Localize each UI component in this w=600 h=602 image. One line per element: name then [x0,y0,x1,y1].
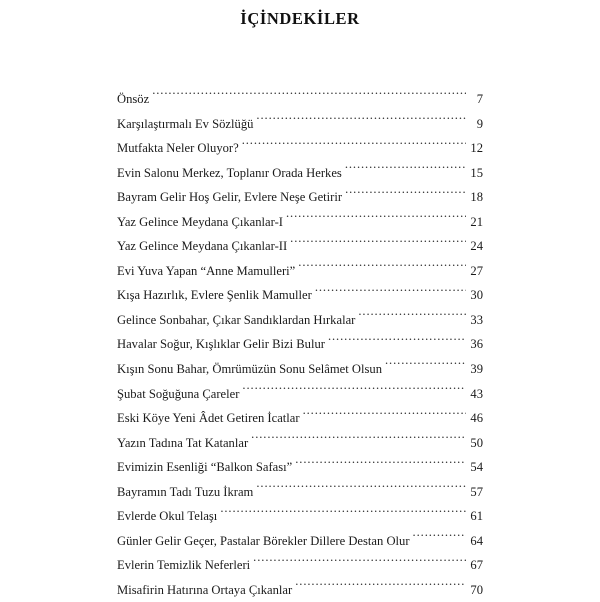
toc-entry-page-number: 67 [470,558,483,573]
dot-leader [256,483,466,496]
toc-entry-page-number: 39 [470,362,483,377]
toc-entry[interactable] [117,480,483,505]
toc-entry[interactable] [117,308,483,333]
toc-entry-title: Günler Gelir Geçer, Pastalar Börekler Dillere Destan Olur [117,533,410,548]
toc-entry-title: Eski Köye Yeni Âdet Getiren İcatlar [117,411,300,426]
dot-leader [152,90,466,103]
toc-entry-page-number: 36 [470,337,483,352]
toc-entry-page-number: 61 [470,509,483,524]
toc-entry[interactable] [117,406,483,431]
toc-entry-page-number: 12 [470,141,483,156]
toc-entry-title: Yaz Gelince Meydana Çıkanlar-I [117,214,283,229]
toc-entry[interactable] [117,431,483,456]
toc-entry-title: Evlerde Okul Telaşı [117,509,218,524]
toc-entry-title: Yaz Gelince Meydana Çıkanlar-II [117,239,288,254]
toc-entry[interactable] [117,112,483,137]
toc-entry[interactable] [117,259,483,284]
toc-entry[interactable] [117,382,483,407]
toc-entry-title: Evin Salonu Merkez, Toplanır Orada Herkes [117,165,342,180]
toc-entry-page-number: 43 [470,386,483,401]
toc-entry[interactable] [117,455,483,480]
dot-leader [253,557,466,570]
toc-entry[interactable] [117,185,483,210]
toc-entry[interactable] [117,357,483,382]
dot-leader [295,459,466,472]
dot-leader [345,189,466,202]
toc-entry-page-number: 57 [470,484,483,499]
dot-leader [328,336,466,349]
toc-entry[interactable] [117,136,483,161]
dot-leader [358,311,466,324]
dot-leader [303,410,466,423]
dot-leader [290,238,466,251]
dot-leader [298,262,466,275]
dot-leader [220,508,466,521]
toc-entry-page-number: 50 [470,435,483,450]
dot-leader [315,287,466,300]
toc-entry[interactable] [117,332,483,357]
toc-entry-page-number: 7 [476,92,483,106]
toc-entry-title: Kışa Hazırlık, Evlere Şenlik Mamuller [117,288,312,303]
toc-entry-page-number: 18 [470,190,483,205]
dot-leader [295,581,466,594]
toc-entry-title: Önsöz [117,92,150,106]
dot-leader [286,213,466,226]
dot-leader [345,164,466,177]
dot-leader [251,434,466,447]
toc-entry-page-number: 46 [470,411,483,426]
toc-entry-page-number: 9 [476,116,483,131]
dot-leader [413,532,466,545]
toc-entry[interactable] [117,87,483,112]
toc-entry-title: Gelince Sonbahar, Çıkar Sandıklardan Hırkalar [117,312,356,327]
toc-entry-title: Evi Yuva Yapan “Anne Mamulleri” [117,263,296,278]
toc-entry-title: Mutfakta Neler Oluyor? [117,141,239,156]
toc-entry-page-number: 64 [470,533,483,548]
toc-entry[interactable] [117,553,483,578]
toc-entry-title: Kışın Sonu Bahar, Ömrümüzün Sonu Selâmet Olsun [117,362,382,377]
toc-entry-title: Yazın Tadına Tat Katanlar [117,435,249,450]
toc-entry-title: Havalar Soğur, Kışlıklar Gelir Bizi Bulur [117,337,325,352]
toc-entry-title: Şubat Soğuğuna Çareler [117,386,240,401]
toc-entry-page-number: 70 [470,582,483,597]
toc-entry-list [117,87,483,602]
toc-entry-title: Bayramın Tadı Tuzu İkram [117,484,254,499]
toc-entry-page-number: 24 [470,239,483,254]
dot-leader [242,140,466,153]
toc-entry-title: Misafirin Hatırına Ortaya Çıkanlar [117,582,293,597]
toc-entry-title: Karşılaştırmalı Ev Sözlüğü [117,116,254,131]
toc-entry-title: Evimizin Esenliği “Balkon Safası” [117,460,293,475]
toc-entry-title: Bayram Gelir Hoş Gelir, Evlere Neşe Getirir [117,190,343,205]
toc-entry-page-number: 15 [470,165,483,180]
dot-leader [385,360,466,373]
toc-entry[interactable] [117,210,483,235]
page-title: İÇİNDEKİLER [240,9,360,28]
toc-entry-page-number: 21 [470,214,483,229]
toc-entry[interactable] [117,578,483,602]
toc-entry-page-number: 30 [470,288,483,303]
toc-entry-page-number: 54 [470,460,483,475]
toc-entry-title: Evlerin Temizlik Neferleri [117,558,251,573]
toc-entry-page-number: 27 [470,263,483,278]
dot-leader [242,385,466,398]
dot-leader [256,115,466,128]
toc-entry-page-number: 33 [470,312,483,327]
toc-entry[interactable] [117,504,483,529]
toc-entry[interactable] [117,161,483,186]
toc-entry[interactable] [117,234,483,259]
toc-entry[interactable] [117,283,483,308]
toc-entry[interactable] [117,529,483,554]
